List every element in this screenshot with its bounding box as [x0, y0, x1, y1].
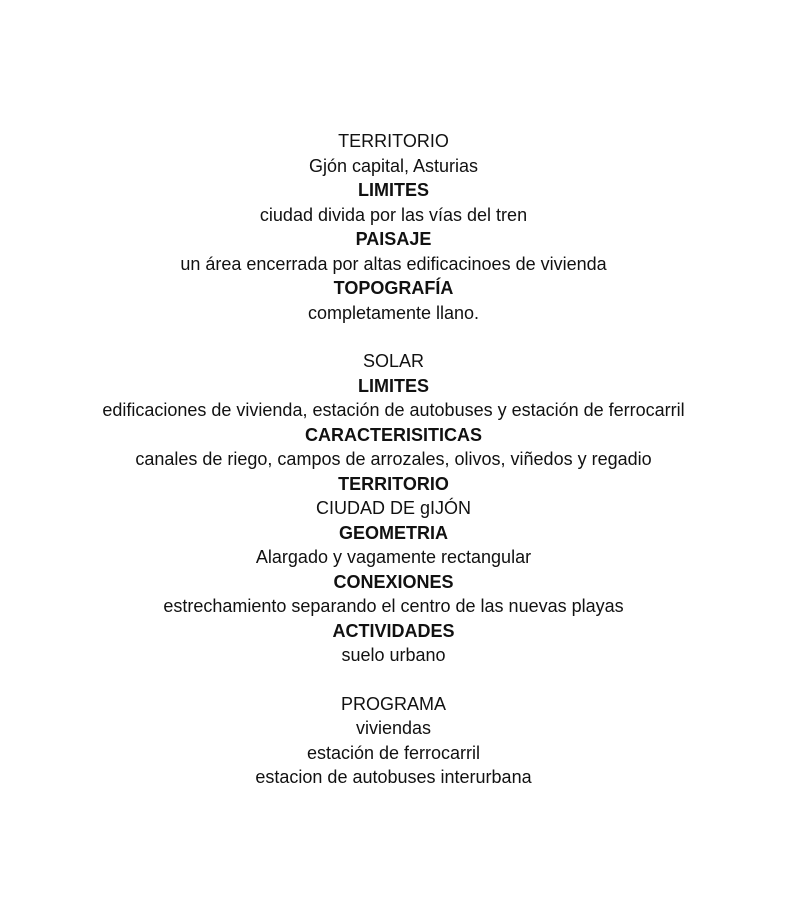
subheading: CARACTERISITICAS — [304, 424, 482, 445]
subheading: ACTIVIDADES — [332, 620, 455, 641]
body-text: edificaciones de vivienda, estación de autobuses y estación de ferrocarril — [102, 400, 685, 420]
section-programa — [0, 692, 787, 790]
subheading: GEOMETRIA — [338, 522, 448, 543]
body-text: canales de riego, campos de arrozales, olivos, viñedos y regadio — [135, 449, 652, 469]
section-territorio — [0, 129, 787, 325]
body-text: viviendas — [355, 718, 432, 738]
section-heading: TERRITORIO — [338, 131, 449, 151]
subheading: PAISAJE — [355, 229, 432, 249]
body-text: completamente llano. — [307, 302, 480, 323]
subheading: TOPOGRAFÍA — [333, 278, 454, 298]
body-text: Gjón capital, Asturias — [308, 155, 479, 176]
body-text: Alargado y vagamente rectangular — [255, 547, 532, 567]
body-text: estacion de autobuses interurbana — [255, 767, 532, 787]
subheading: TERRITORIO — [338, 473, 449, 494]
body-text: estación de ferrocarril — [306, 742, 481, 763]
section-heading: PROGRAMA — [340, 693, 446, 714]
section-heading: SOLAR — [362, 351, 425, 371]
body-text: ciudad divida por las vías del tren — [259, 204, 528, 225]
document-body — [0, 129, 787, 790]
section-solar — [0, 349, 787, 668]
subheading: LIMITES — [358, 180, 429, 200]
body-text: CIUDAD DE gIJÓN — [315, 498, 472, 518]
body-text: un área encerrada por altas edificacinoes de vivienda — [180, 253, 607, 274]
body-text: suelo urbano — [341, 645, 446, 665]
subheading: LIMITES — [358, 375, 429, 396]
body-text: estrechamiento separando el centro de las nuevas playas — [163, 596, 624, 616]
subheading: CONEXIONES — [333, 571, 454, 592]
